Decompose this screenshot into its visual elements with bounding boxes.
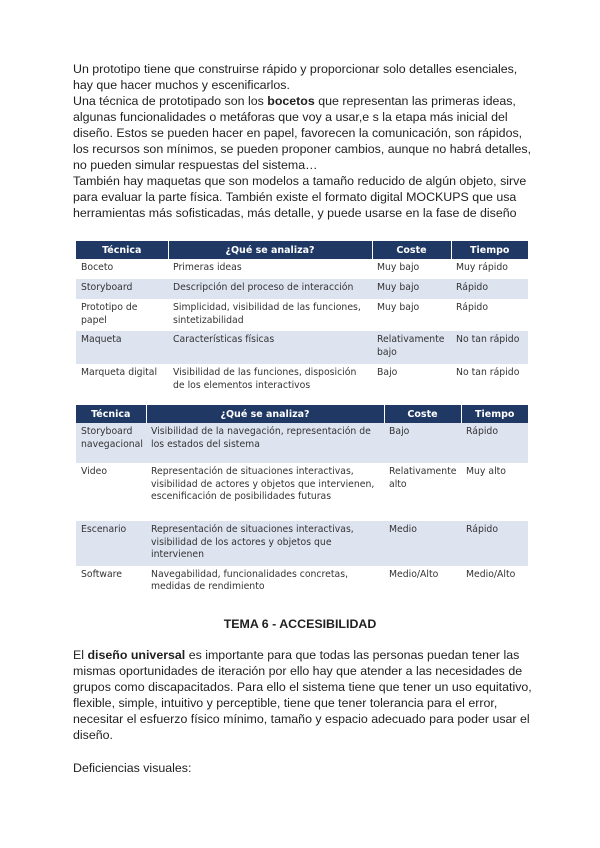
intro-line-7: no pueden simular respuestas del sistema…: [73, 158, 318, 172]
intro-line-2: hay que hacer muchos y escenificarlos.: [73, 78, 290, 92]
cell-analiza: Descripción del proceso de interacción: [168, 279, 372, 299]
table-row: [76, 259, 528, 279]
intro-line-9: para evaluar la parte física. También existe el formato digital MOCKUPS que usa: [73, 190, 517, 204]
col-header-que-se-analiza: ¿Qué se analiza?: [168, 241, 372, 259]
body-bold-diseno-universal: diseño universal: [87, 648, 186, 662]
cell-analiza: Visibilidad de la navegación, representación de los estados del sistema: [146, 423, 384, 463]
cell-tiempo: Rápido: [461, 521, 528, 566]
cell-coste: Relativamente bajo: [372, 331, 451, 364]
table-row: [76, 521, 528, 566]
intro-line-8: También hay maquetas que son modelos a tamaño reducido de algún objeto, sirve: [73, 174, 527, 188]
cell-coste: Bajo: [372, 364, 451, 399]
col-header-coste: Coste: [372, 241, 451, 259]
intro-line-3: [73, 94, 533, 110]
table-row: [76, 566, 528, 602]
intro-line-6: los recursos son mínimos, se pueden proponer cambios, aunque no habrá detalles,: [73, 142, 532, 156]
table-row: [76, 299, 528, 331]
cell-analiza: Características físicas: [168, 331, 372, 364]
cell-tecnica: Video: [76, 463, 146, 521]
cell-coste: Muy bajo: [372, 279, 451, 299]
body-line-2: mismas oportunidades de iteración por ello hay que atender a las necesidades de: [73, 664, 523, 678]
body-line-3: grupos como discapacitados. Para ello el sistema tiene que tener un uso equitativo,: [73, 680, 532, 694]
table-row: [76, 279, 528, 299]
cell-tiempo: No tan rápido: [451, 364, 528, 399]
cell-tiempo: Medio/Alto: [461, 566, 528, 602]
cell-tiempo: Rápido: [451, 299, 528, 331]
prototyping-table-2: [76, 405, 528, 602]
cell-coste: Muy bajo: [372, 299, 451, 331]
cell-analiza: Representación de situaciones interactivas, visibilidad de actores y objetos que intervienen, escenificación de posibilidades futuras: [146, 463, 384, 521]
body-line-6: diseño.: [73, 728, 113, 742]
cell-analiza: Primeras ideas: [168, 259, 372, 279]
cell-coste: Bajo: [384, 423, 461, 463]
table-header-row: [76, 241, 528, 259]
cell-coste: Medio: [384, 521, 461, 566]
cell-tecnica: Maqueta: [76, 331, 168, 364]
cell-analiza: Representación de situaciones interactivas, visibilidad de los actores y objetos que intervienen: [146, 521, 384, 566]
col-header-tecnica: Técnica: [76, 405, 146, 423]
cell-tiempo: Rápido: [461, 423, 528, 463]
col-header-tiempo: Tiempo: [451, 241, 528, 259]
body-line-5: necesitar el esfuerzo físico mínimo, tamaño y espacio adecuado para poder usar el: [73, 712, 530, 726]
body-line-1: [73, 648, 533, 664]
intro-bold-bocetos: bocetos: [267, 94, 315, 108]
intro-line-3-pre: Una técnica de prototipado son los: [73, 94, 268, 108]
table-row: [76, 331, 528, 364]
col-header-que-se-analiza: ¿Qué se analiza?: [146, 405, 384, 423]
cell-analiza: Navegabilidad, funcionalidades concretas, medidas de rendimiento: [146, 566, 384, 602]
col-header-tecnica: Técnica: [76, 241, 168, 259]
table-row: [76, 463, 528, 521]
section-title: TEMA 6 - ACCESIBILIDAD: [223, 617, 377, 631]
cell-analiza: Visibilidad de las funciones, disposición de los elementos interactivos: [168, 364, 372, 399]
intro-line-10: herramientas más sofisticadas, más detalle, y puede usarse en la fase de diseño: [73, 206, 517, 220]
body-line-7: Deficiencias visuales:: [73, 761, 192, 775]
cell-tecnica: Boceto: [76, 259, 168, 279]
intro-line-5: diseño. Estos se pueden hacer en papel, favorecen la comunicación, son rápidos,: [73, 126, 523, 140]
col-header-tiempo: Tiempo: [461, 405, 528, 423]
table-row: [76, 423, 528, 463]
prototyping-table-1: [76, 241, 528, 399]
cell-coste: Medio/Alto: [384, 566, 461, 602]
cell-tiempo: Rápido: [451, 279, 528, 299]
cell-coste: Relativamente alto: [384, 463, 461, 521]
body-line-1-pre: El: [73, 648, 88, 662]
table-row: [76, 364, 528, 399]
cell-tecnica: Prototipo de papel: [76, 299, 168, 331]
cell-tiempo: Muy alto: [461, 463, 528, 521]
cell-tiempo: Muy rápido: [451, 259, 528, 279]
cell-tecnica: Storyboard navegacional: [76, 423, 146, 463]
cell-tecnica: Software: [76, 566, 146, 602]
intro-line-4: algunas funcionalidades o metáforas que voy a usar,e s la etapa más inicial del: [73, 110, 508, 124]
cell-tecnica: Escenario: [76, 521, 146, 566]
cell-tecnica: Marqueta digital: [76, 364, 168, 399]
intro-line-1: Un prototipo tiene que construirse rápido y proporcionar solo detalles esenciales,: [73, 62, 518, 76]
cell-tecnica: Storyboard: [76, 279, 168, 299]
intro-line-3-post: que representan las primeras ideas,: [314, 94, 516, 108]
body-line-1-post: es importante para que todas las personas puedan tener las: [185, 648, 520, 662]
body-line-4: flexible, simple, intuitivo y perceptible, tiene que tener tolerancia para el error,: [73, 696, 498, 710]
cell-tiempo: No tan rápido: [451, 331, 528, 364]
col-header-coste: Coste: [384, 405, 461, 423]
cell-analiza: Simplicidad, visibilidad de las funciones, sintetizabilidad: [168, 299, 372, 331]
table-header-row: [76, 405, 528, 423]
cell-coste: Muy bajo: [372, 259, 451, 279]
